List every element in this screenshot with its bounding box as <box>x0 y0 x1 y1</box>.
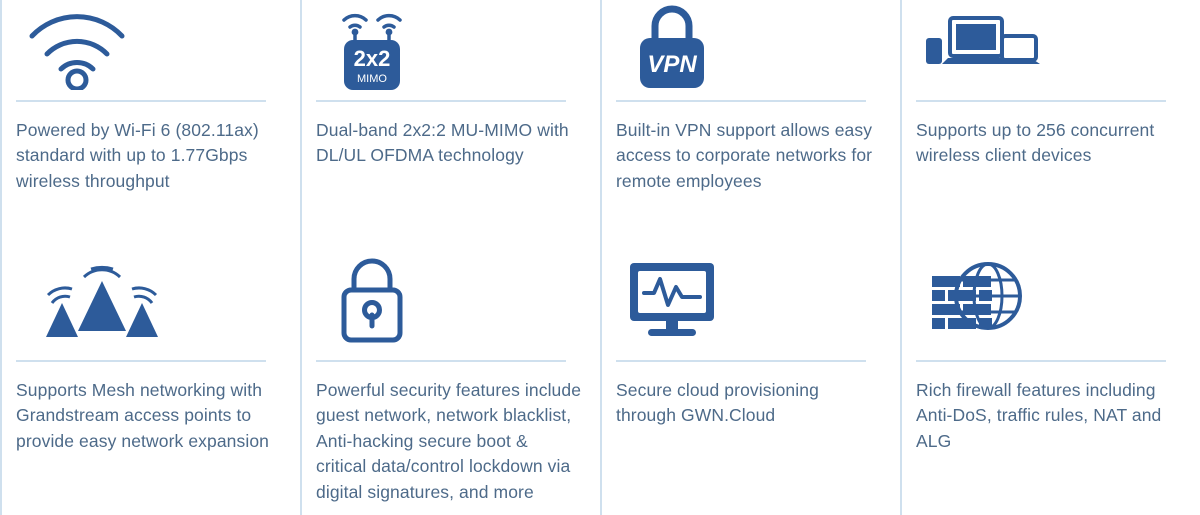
feature-card-mesh <box>0 240 300 515</box>
feature-text: Supports Mesh networking with Grandstream access points to provide easy network expansion <box>16 380 270 451</box>
cloud-monitor-icon <box>622 257 732 343</box>
mimo-2x2-icon <box>322 4 422 96</box>
feature-card-mimo <box>300 0 600 240</box>
feature-text: Rich firewall features including Anti-DoS, traffic rules, NAT and ALG <box>916 380 1162 451</box>
feature-text: Built-in VPN support allows easy access to corporate networks for remote employees <box>616 120 873 191</box>
mimo-label-top: 2x2 <box>353 46 391 71</box>
feature-text: Powerful security features include guest network, network blacklist, Anti-hacking secure boot & critical data/control lockdown via digital signatures, and more <box>316 380 582 502</box>
icon-container <box>916 240 1200 360</box>
feature-text: Powered by Wi-Fi 6 (802.11ax) standard with up to 1.77Gbps wireless throughput <box>16 120 259 191</box>
wifi-icon <box>22 10 132 90</box>
vpn-lock-icon <box>622 4 722 96</box>
multi-devices-icon <box>922 10 1040 90</box>
feature-card-clients <box>900 0 1200 240</box>
firewall-icon <box>922 254 1032 346</box>
feature-card-firewall <box>900 240 1200 515</box>
vpn-label: VPN <box>647 51 697 78</box>
icon-container <box>316 240 600 360</box>
icon-container <box>916 0 1200 100</box>
icon-container <box>16 0 300 100</box>
icon-container <box>616 0 900 100</box>
feature-text: Secure cloud provisioning through GWN.Cloud <box>616 380 819 426</box>
feature-text: Supports up to 256 concurrent wireless client devices <box>916 120 1155 166</box>
icon-container <box>616 240 900 360</box>
feature-card-wifi <box>0 0 300 240</box>
feature-card-security <box>300 240 600 515</box>
padlock-icon <box>322 252 422 348</box>
feature-card-vpn <box>600 0 900 240</box>
mesh-network-icon <box>22 255 182 345</box>
mimo-label-bottom: MIMO <box>357 73 387 85</box>
icon-container <box>316 0 600 100</box>
icon-container <box>16 240 300 360</box>
feature-card-cloud <box>600 240 900 515</box>
feature-text: Dual-band 2x2:2 MU-MIMO with DL/UL OFDMA technology <box>316 120 569 166</box>
